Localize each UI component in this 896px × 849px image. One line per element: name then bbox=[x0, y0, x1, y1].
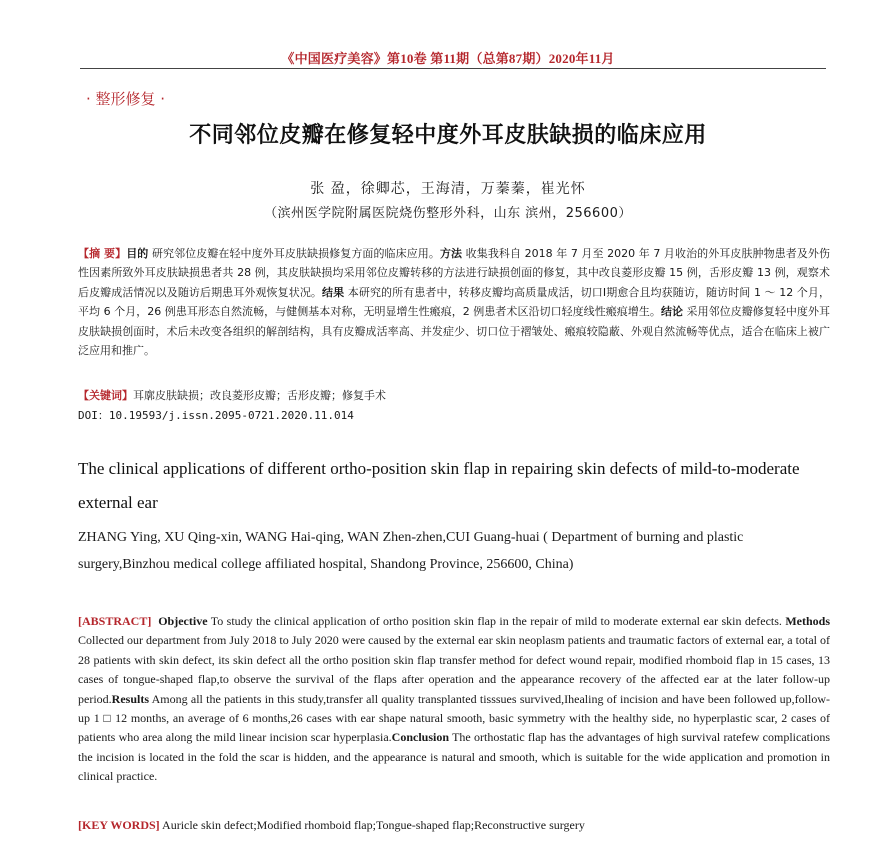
doi: DOI：10.19593/j.issn.2095-0721.2020.11.014 bbox=[78, 409, 354, 422]
paper-title-cn: 不同邻位皮瓣在修复轻中度外耳皮肤缺损的临床应用 bbox=[189, 123, 707, 148]
abstract-cn-conclusion: 采用邻位皮瓣修复轻中度外耳皮肤缺损创面时，术后未改变各组织的解剖结构，具有皮瓣成活率高、并发症少、切口位于褶皱处、瘢痕较隐蔽、外观自然流畅等优点，适合在临床上被广泛应用和推广。 bbox=[78, 305, 830, 358]
abstract-en-methods-label: Methods bbox=[785, 614, 831, 628]
paper-title-en: The clinical applications of different ortho-position skin flap in repairing skin defects of mild-to-moderate external ear bbox=[78, 459, 800, 512]
abstract-en-tag: [ABSTRACT] bbox=[78, 614, 152, 628]
keywords-en-tag: [KEY WORDS] bbox=[78, 818, 160, 832]
abstract-cn-objective-label: 目的 bbox=[126, 247, 149, 260]
abstract-en bbox=[78, 612, 830, 787]
abstract-cn-methods-label: 方法 bbox=[439, 247, 463, 260]
keywords-en-text: Auricle skin defect;Modified rhomboid flap;Tongue-shaped flap;Reconstructive surgery bbox=[159, 818, 585, 832]
keywords-cn-tag: 【关键词】 bbox=[78, 389, 133, 402]
keywords-cn bbox=[78, 386, 830, 405]
abstract-cn-conclusion-label: 结论 bbox=[660, 305, 684, 319]
abstract-cn-objective: 研究邻位皮瓣在轻中度外耳皮肤缺损修复方面的临床应用。 bbox=[148, 247, 440, 260]
affiliation-cn: （滨州医学院附属医院烧伤整形外科，山东 滨州，256600） bbox=[264, 206, 632, 221]
abstract-cn bbox=[78, 244, 830, 360]
keywords-en bbox=[78, 816, 830, 835]
abstract-cn-tag: 【摘 要】 bbox=[78, 247, 127, 260]
abstract-cn-results-label: 结果 bbox=[322, 285, 345, 299]
keywords-cn-text: 耳廓皮肤缺损；改良菱形皮瓣；舌形皮瓣；修复手术 bbox=[133, 389, 386, 402]
authors-en: ZHANG Ying, XU Qing-xin, WANG Hai-qing, WAN Zhen-zhen,CUI Guang-huai ( Department of burning and plastic surgery,Binzhou medical college affiliated hospital, Shandong Province, 256600, China) bbox=[78, 530, 744, 572]
authors-cn: 张 盈，徐卿芯，王海清，万蓁蓁，崔光怀 bbox=[310, 181, 586, 197]
abstract-cn-results: 本研究的所有患者中，转移皮瓣均高质量成活，切口Ⅰ期愈合且均获随访，随访时间 1 ～ 12 个月，平均 6 个月，26 例患耳形态自然流畅，与健侧基本对称，无明显增生性瘢痕，2 例患者术区沿切口轻度线性瘢痕增生。 bbox=[78, 285, 830, 319]
abstract-en-conclusion-label: Conclusion bbox=[391, 730, 450, 745]
abstract-en-conclusion: The orthostatic flap has the advantages of high survival ratefew complications the incision is located in the fold the scar is hidden, and the appearance is natural and smooth, which is suitable for the wide application and promotion in clinical practice. bbox=[78, 730, 830, 784]
abstract-en-results: Among all the patients in this study,transfer all quality transplanted tisssues survived,Ihealing of incision and have been followed up,follow-up 1 □ 12 months, an average of 6 months,26 cases with ear shape natural smooth, basic symmetry with the healthy side, no hyperplastic scar, 2 cases of patients who area along the mild linear incision scar hyperplasia. bbox=[78, 691, 830, 745]
abstract-en-results-label: Results bbox=[111, 691, 149, 706]
abstract-en-objective-label: Objective bbox=[158, 614, 208, 628]
journal-header: 《中国医疗美容》第10卷 第11期（总第87期）2020年11月 bbox=[281, 51, 615, 66]
abstract-en-objective: To study the clinical application of ortho position skin flap in the repair of mild to moderate external ear skin defects. bbox=[207, 614, 786, 628]
abstract-cn-methods: 收集我科自 2018 年 7 月至 2020 年 7 月收治的外耳皮肤肿物患者及外伤性因素所致外耳皮肤缺损患者共 28 例，其皮肤缺损均采用邻位皮瓣转移的方法进行缺损创面的修复，其中改良菱形皮瓣 15 例，舌形皮瓣 13 例，观察术后皮瓣成活情况以及随访后期患耳外观恢复状况。 bbox=[78, 247, 830, 299]
header-rule bbox=[80, 68, 826, 69]
section-tag: · 整形修复 · bbox=[86, 90, 166, 108]
abstract-en-methods: Collected our department from July 2018 to July 2020 were caused by the external ear skin neoplasm patients and traumatic factors of external ear, a total of 28 patients with skin defect, its skin defect all the ortho position skin flap transfer method for defect wound repair, modified rhomboid flap in 15 cases, 13 cases of tongue-shaped flap,to observe the survival of the flaps after operation and the appearance recovery of the affected ear at the later follow-up period. bbox=[78, 633, 830, 706]
